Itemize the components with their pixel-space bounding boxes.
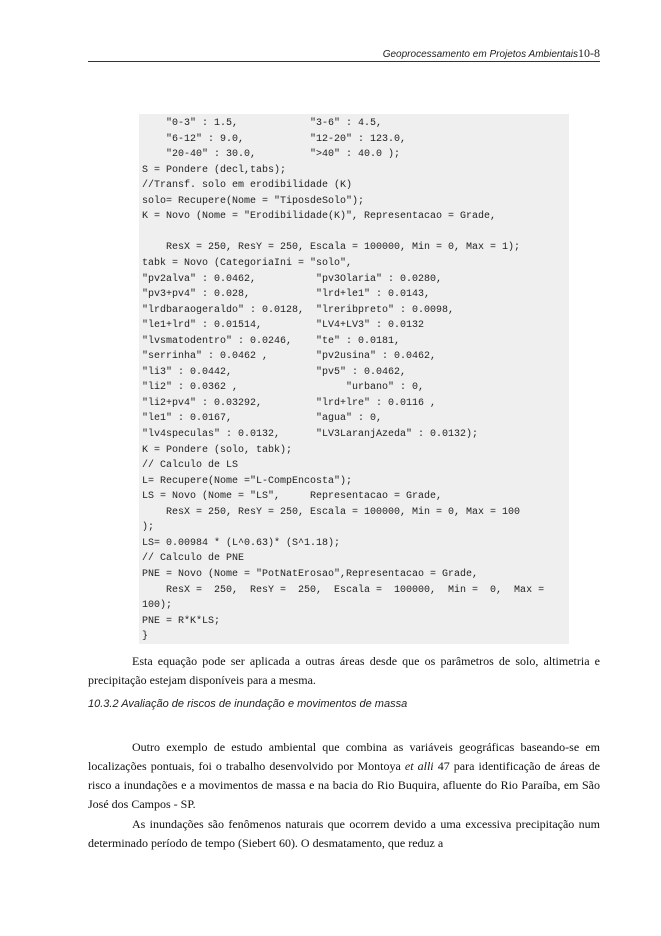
code-line: ResX = 250, ResY = 250, Escala = 100000, Min = 0, Max =	[142, 584, 545, 596]
code-line: //Transf. solo em erodibilidade (K)	[142, 180, 353, 192]
code-line: "li3" : 0.0442, "pv5" : 0.0462,	[142, 366, 407, 378]
code-line: "pv2alva" : 0.0462, "pv3Olaria" : 0.0280,	[142, 273, 443, 285]
code-line: "lrdbaraogeraldo" : 0.0128, "lreribpreto" : 0.0098,	[142, 304, 455, 316]
code-line: "0-3" : 1.5, "3-6" : 4.5,	[142, 118, 383, 129]
code-line: PNE = Novo (Nome = "PotNatErosao",Representacao = Grade,	[142, 568, 479, 580]
paragraph-text	[88, 738, 600, 814]
paragraph-text: Esta equação pode ser aplicada a outras áreas desde que os parâmetros de solo, altimetria e precipitação estejam disponíveis para a mesma.	[88, 654, 600, 687]
code-line: PNE = R*K*LS;	[142, 615, 221, 627]
code-line: "pv3+pv4" : 0.028, "lrd+le1" : 0.0143,	[142, 289, 431, 301]
code-line: tabk = Novo (CategoriaIni = "solo",	[142, 257, 353, 269]
page-number: 10-8	[578, 46, 600, 60]
code-line: "serrinha" : 0.0462 , "pv2usina" : 0.0462,	[142, 351, 437, 363]
code-line: "li2+pv4" : 0.03292, "lrd+lre" : 0.0116 ,	[142, 397, 437, 409]
code-line: "20-40" : 30.0, ">40" : 40.0 );	[142, 149, 401, 161]
code-line: "le1" : 0.0167, "agua" : 0,	[142, 413, 383, 425]
text-run: Outro exemplo de estudo ambiental que combina as variáveis geográficas baseando-se em localizações pontuais, foi o trabalho desenvolvido por Montoya	[88, 740, 600, 773]
text-run: 47 para identificação de áreas de risco a inundações e a movimentos de massa e na bacia do Rio Buquira, afluente do Rio Paraíba, em São José dos Campos - SP.	[88, 759, 600, 811]
code-line: L= Recupere(Nome ="L-CompEncosta");	[142, 475, 353, 487]
italic-term: et alli	[404, 759, 434, 773]
paragraph-inundacoes	[88, 815, 600, 853]
code-line: "lv4speculas" : 0.0132, "LV3LaranjAzeda" : 0.0132);	[142, 429, 479, 440]
code-line: "li2" : 0.0362 , "urbano" : 0,	[142, 382, 425, 394]
code-line: // Calculo de LS	[142, 460, 239, 472]
code-line: LS = Novo (Nome = "LS", Representacao = Grade,	[142, 491, 443, 503]
code-line: K = Novo (Nome = "Erodibilidade(K)", Representacao = Grade,	[142, 211, 497, 223]
code-line: }	[142, 631, 149, 643]
code-line: );	[142, 522, 155, 534]
code-line: K = Pondere (solo, tabk);	[142, 444, 293, 456]
code-line: LS= 0.00984 * (L^0.63)* (S^1.18);	[142, 537, 341, 549]
section-heading: 10.3.2 Avaliação de riscos de inundação e movimentos de massa	[88, 698, 408, 710]
code-line: S = Pondere (decl,tabs);	[142, 164, 287, 176]
header-rule	[88, 61, 600, 62]
code-line: "6-12" : 9.0, "12-20" : 123.0,	[142, 133, 407, 145]
paragraph-study-example	[88, 738, 600, 814]
code-line: 100);	[142, 600, 173, 612]
code-line: "le1+lrd" : 0.01514, "LV4+LV3" : 0.0132	[142, 320, 425, 332]
paragraph-equation-note	[88, 652, 600, 690]
code-line: "lvsmatodentro" : 0.0246, "te" : 0.0181,	[142, 335, 401, 347]
code-line: ResX = 250, ResY = 250, Escala = 100000, Min = 0, Max = 100	[142, 506, 521, 518]
code-line: solo= Recupere(Nome = "TiposdeSolo");	[142, 195, 365, 207]
code-line: // Calculo de PNE	[142, 553, 245, 565]
running-header	[88, 46, 600, 61]
paragraph-text: As inundações são fenômenos naturais que ocorrem devido a uma excessiva precipitação num determinado período de tempo (Siebert 60). O desmatamento, que reduz a	[88, 817, 600, 850]
header-title: Geoprocessamento em Projetos Ambientais	[382, 49, 578, 60]
code-line: ResX = 250, ResY = 250, Escala = 100000, Min = 0, Max = 1);	[142, 242, 521, 254]
